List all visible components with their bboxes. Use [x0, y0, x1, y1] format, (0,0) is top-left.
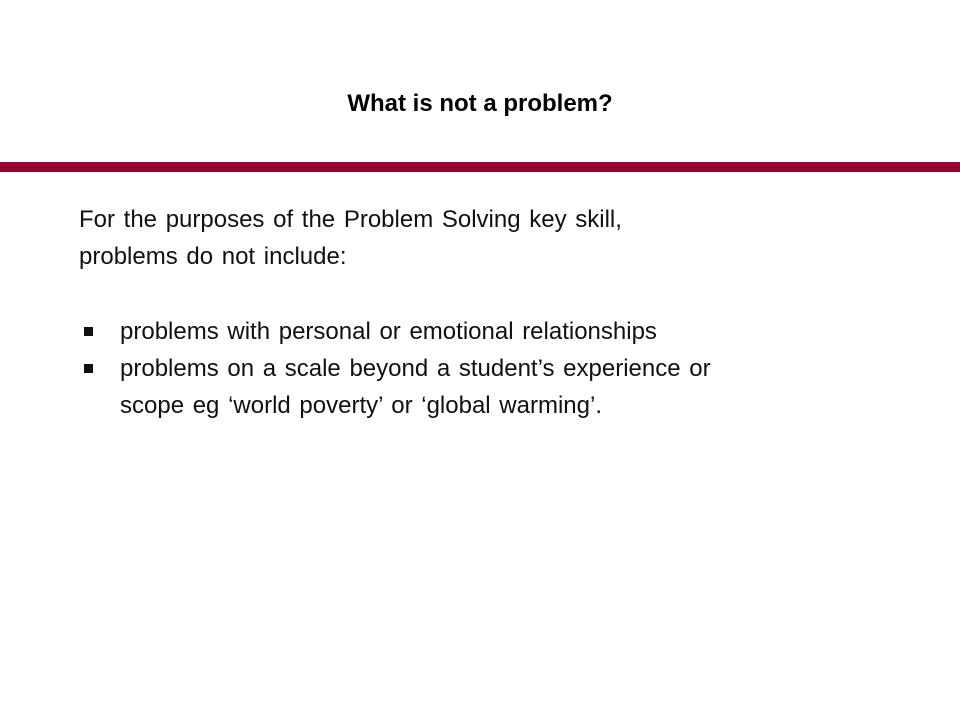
square-bullet-icon — [84, 327, 93, 336]
slide-title: What is not a problem? — [347, 90, 613, 117]
bullet-text-line-2: scope eg ‘world poverty’ or ‘global warming’. — [120, 392, 602, 419]
bullet-text-line-1: problems on a scale beyond a student’s experience or — [120, 355, 711, 382]
intro-paragraph — [79, 201, 839, 275]
bullet-list — [84, 313, 904, 424]
bullet-item-personal-problems — [84, 313, 904, 350]
square-bullet-icon — [84, 364, 93, 373]
bullet-text: problems with personal or emotional relationships — [120, 318, 657, 345]
title-divider — [0, 162, 960, 172]
bullet-item-scale-problems — [84, 350, 904, 424]
intro-line-2: problems do not include: — [79, 243, 347, 270]
intro-line-1: For the purposes of the Problem Solving key skill, — [79, 206, 622, 233]
